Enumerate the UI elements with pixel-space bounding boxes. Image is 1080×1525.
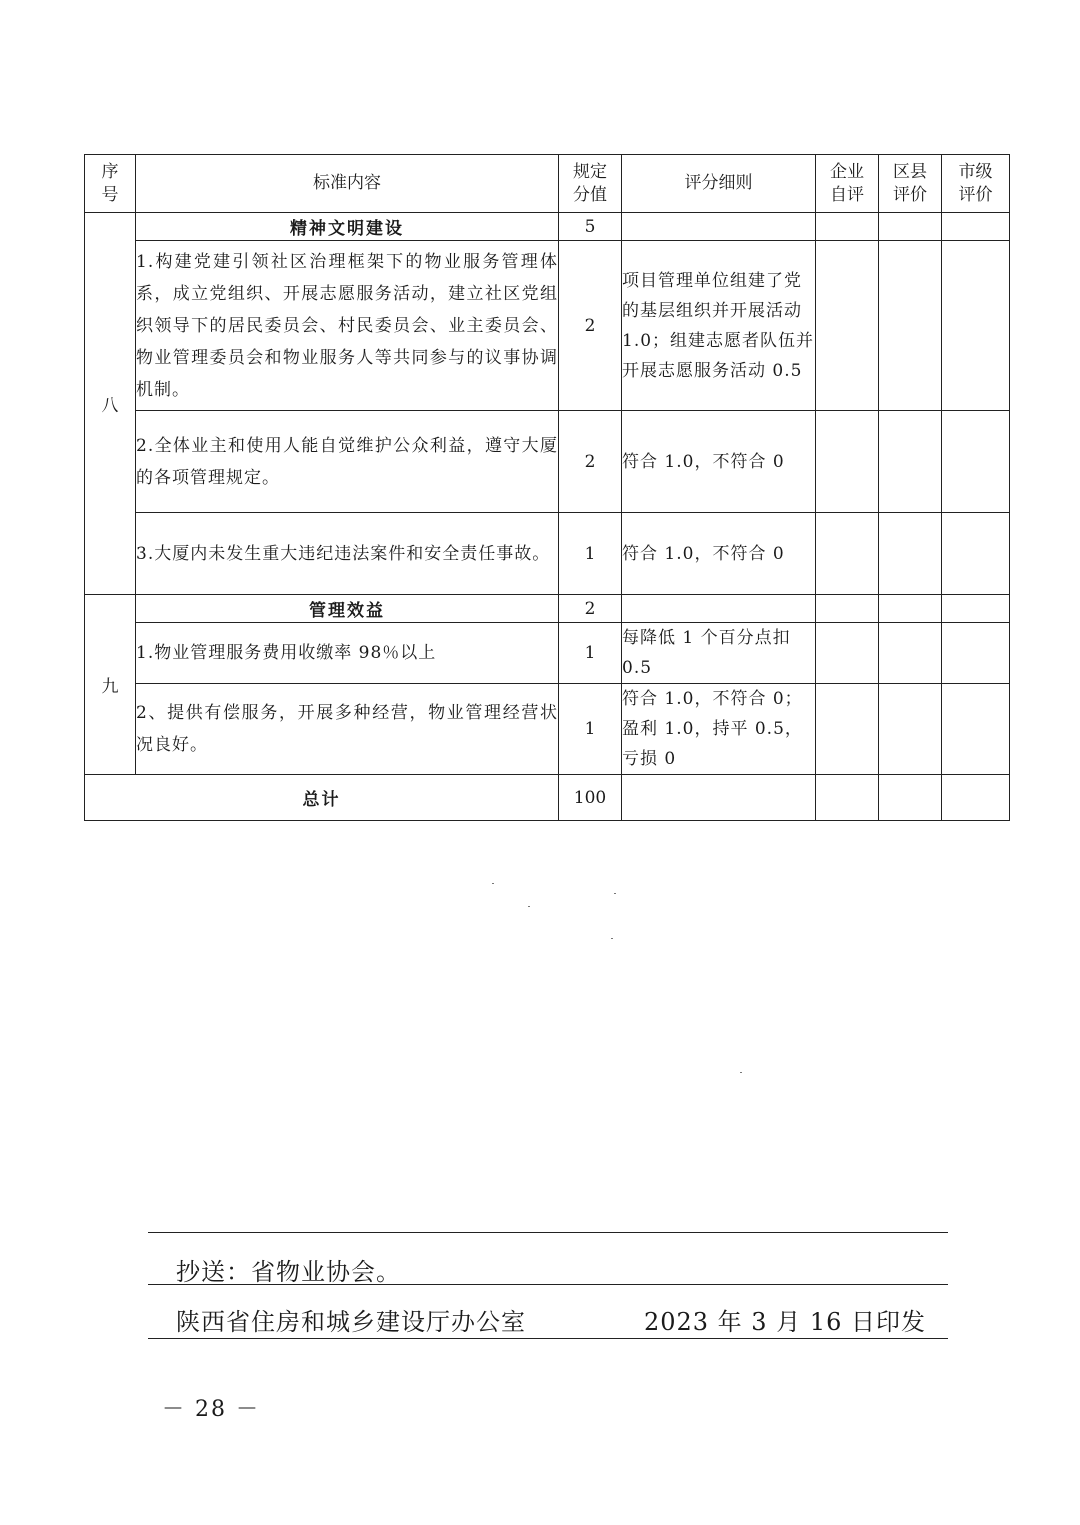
total-label: 总计 (85, 775, 559, 821)
total-score: 100 (559, 775, 622, 821)
item-rule: 每降低 1 个百分点扣 0.5 (622, 623, 816, 684)
item-score: 2 (559, 411, 622, 513)
table-row (85, 241, 1010, 411)
header-city-eval: 市级 评价 (942, 155, 1010, 213)
table-header-row (85, 155, 1010, 213)
table-row (85, 684, 1010, 775)
footer-cc-line (176, 1252, 926, 1287)
section-seq: 八 (85, 213, 136, 595)
header-district-eval: 区县 评价 (879, 155, 942, 213)
item-score: 1 (559, 623, 622, 684)
header-seq: 序 号 (85, 155, 136, 213)
item-content: 1.物业管理服务费用收缴率 98％以上 (136, 623, 559, 684)
item-content: 1.构建党建引领社区治理框架下的物业服务管理体系，成立党组织、开展志愿服务活动，建立社区党组织领导下的居民委员会、村民委员会、业主委员会、物业管理委员会和物业服务人等共同参与的议事协调机制。 (136, 241, 559, 411)
header-score: 规定 分值 (559, 155, 622, 213)
table-row (85, 411, 1010, 513)
item-rule: 符合 1.0，不符合 0 (622, 411, 816, 513)
item-score: 1 (559, 513, 622, 595)
scan-speck (614, 893, 616, 894)
footer-cc: 抄送：省物业协会。 (176, 1258, 401, 1286)
item-content: 2、提供有偿服务，开展多种经营，物业管理经营状况良好。 (136, 684, 559, 775)
footer-date: 2023 年 3 月 16 日印发 (643, 1308, 926, 1336)
page-number: － 28 － (162, 1397, 260, 1422)
section-title: 精神文明建设 (136, 213, 559, 241)
section-seq: 九 (85, 595, 136, 775)
header-self-eval: 企业 自评 (816, 155, 879, 213)
item-rule: 符合 1.0，不符合 0；盈利 1.0，持平 0.5，亏损 0 (622, 684, 816, 775)
table-row (85, 623, 1010, 684)
item-rule: 符合 1.0，不符合 0 (622, 513, 816, 595)
footer-bottom-rule (148, 1338, 948, 1339)
footer-issuer-line (176, 1302, 926, 1337)
scan-speck (740, 1072, 742, 1073)
total-row (85, 775, 1010, 821)
scan-speck (492, 883, 494, 884)
header-rule: 评分细则 (622, 155, 816, 213)
footer-middle-rule (148, 1284, 948, 1285)
header-content: 标准内容 (136, 155, 559, 213)
item-score: 1 (559, 684, 622, 775)
item-content: 2.全体业主和使用人能自觉维护公众利益，遵守大厦的各项管理规定。 (136, 411, 559, 513)
section-title-row (85, 595, 1010, 623)
table-row (85, 513, 1010, 595)
item-content: 3.大厦内未发生重大违纪违法案件和安全责任事故。 (136, 513, 559, 595)
section-title-row (85, 213, 1010, 241)
footer-issuer: 陕西省住房和城乡建设厅办公室 (176, 1308, 526, 1336)
scan-speck (528, 906, 530, 907)
section-title: 管理效益 (136, 595, 559, 623)
footer-top-rule (148, 1232, 948, 1233)
item-score: 2 (559, 241, 622, 411)
item-rule: 项目管理单位组建了党的基层组织并开展活动 1.0；组建志愿者队伍并开展志愿服务活动 0.5 (622, 241, 816, 411)
scoring-table (84, 154, 1010, 821)
section-score: 2 (559, 595, 622, 623)
scan-speck (611, 938, 613, 939)
section-score: 5 (559, 213, 622, 241)
